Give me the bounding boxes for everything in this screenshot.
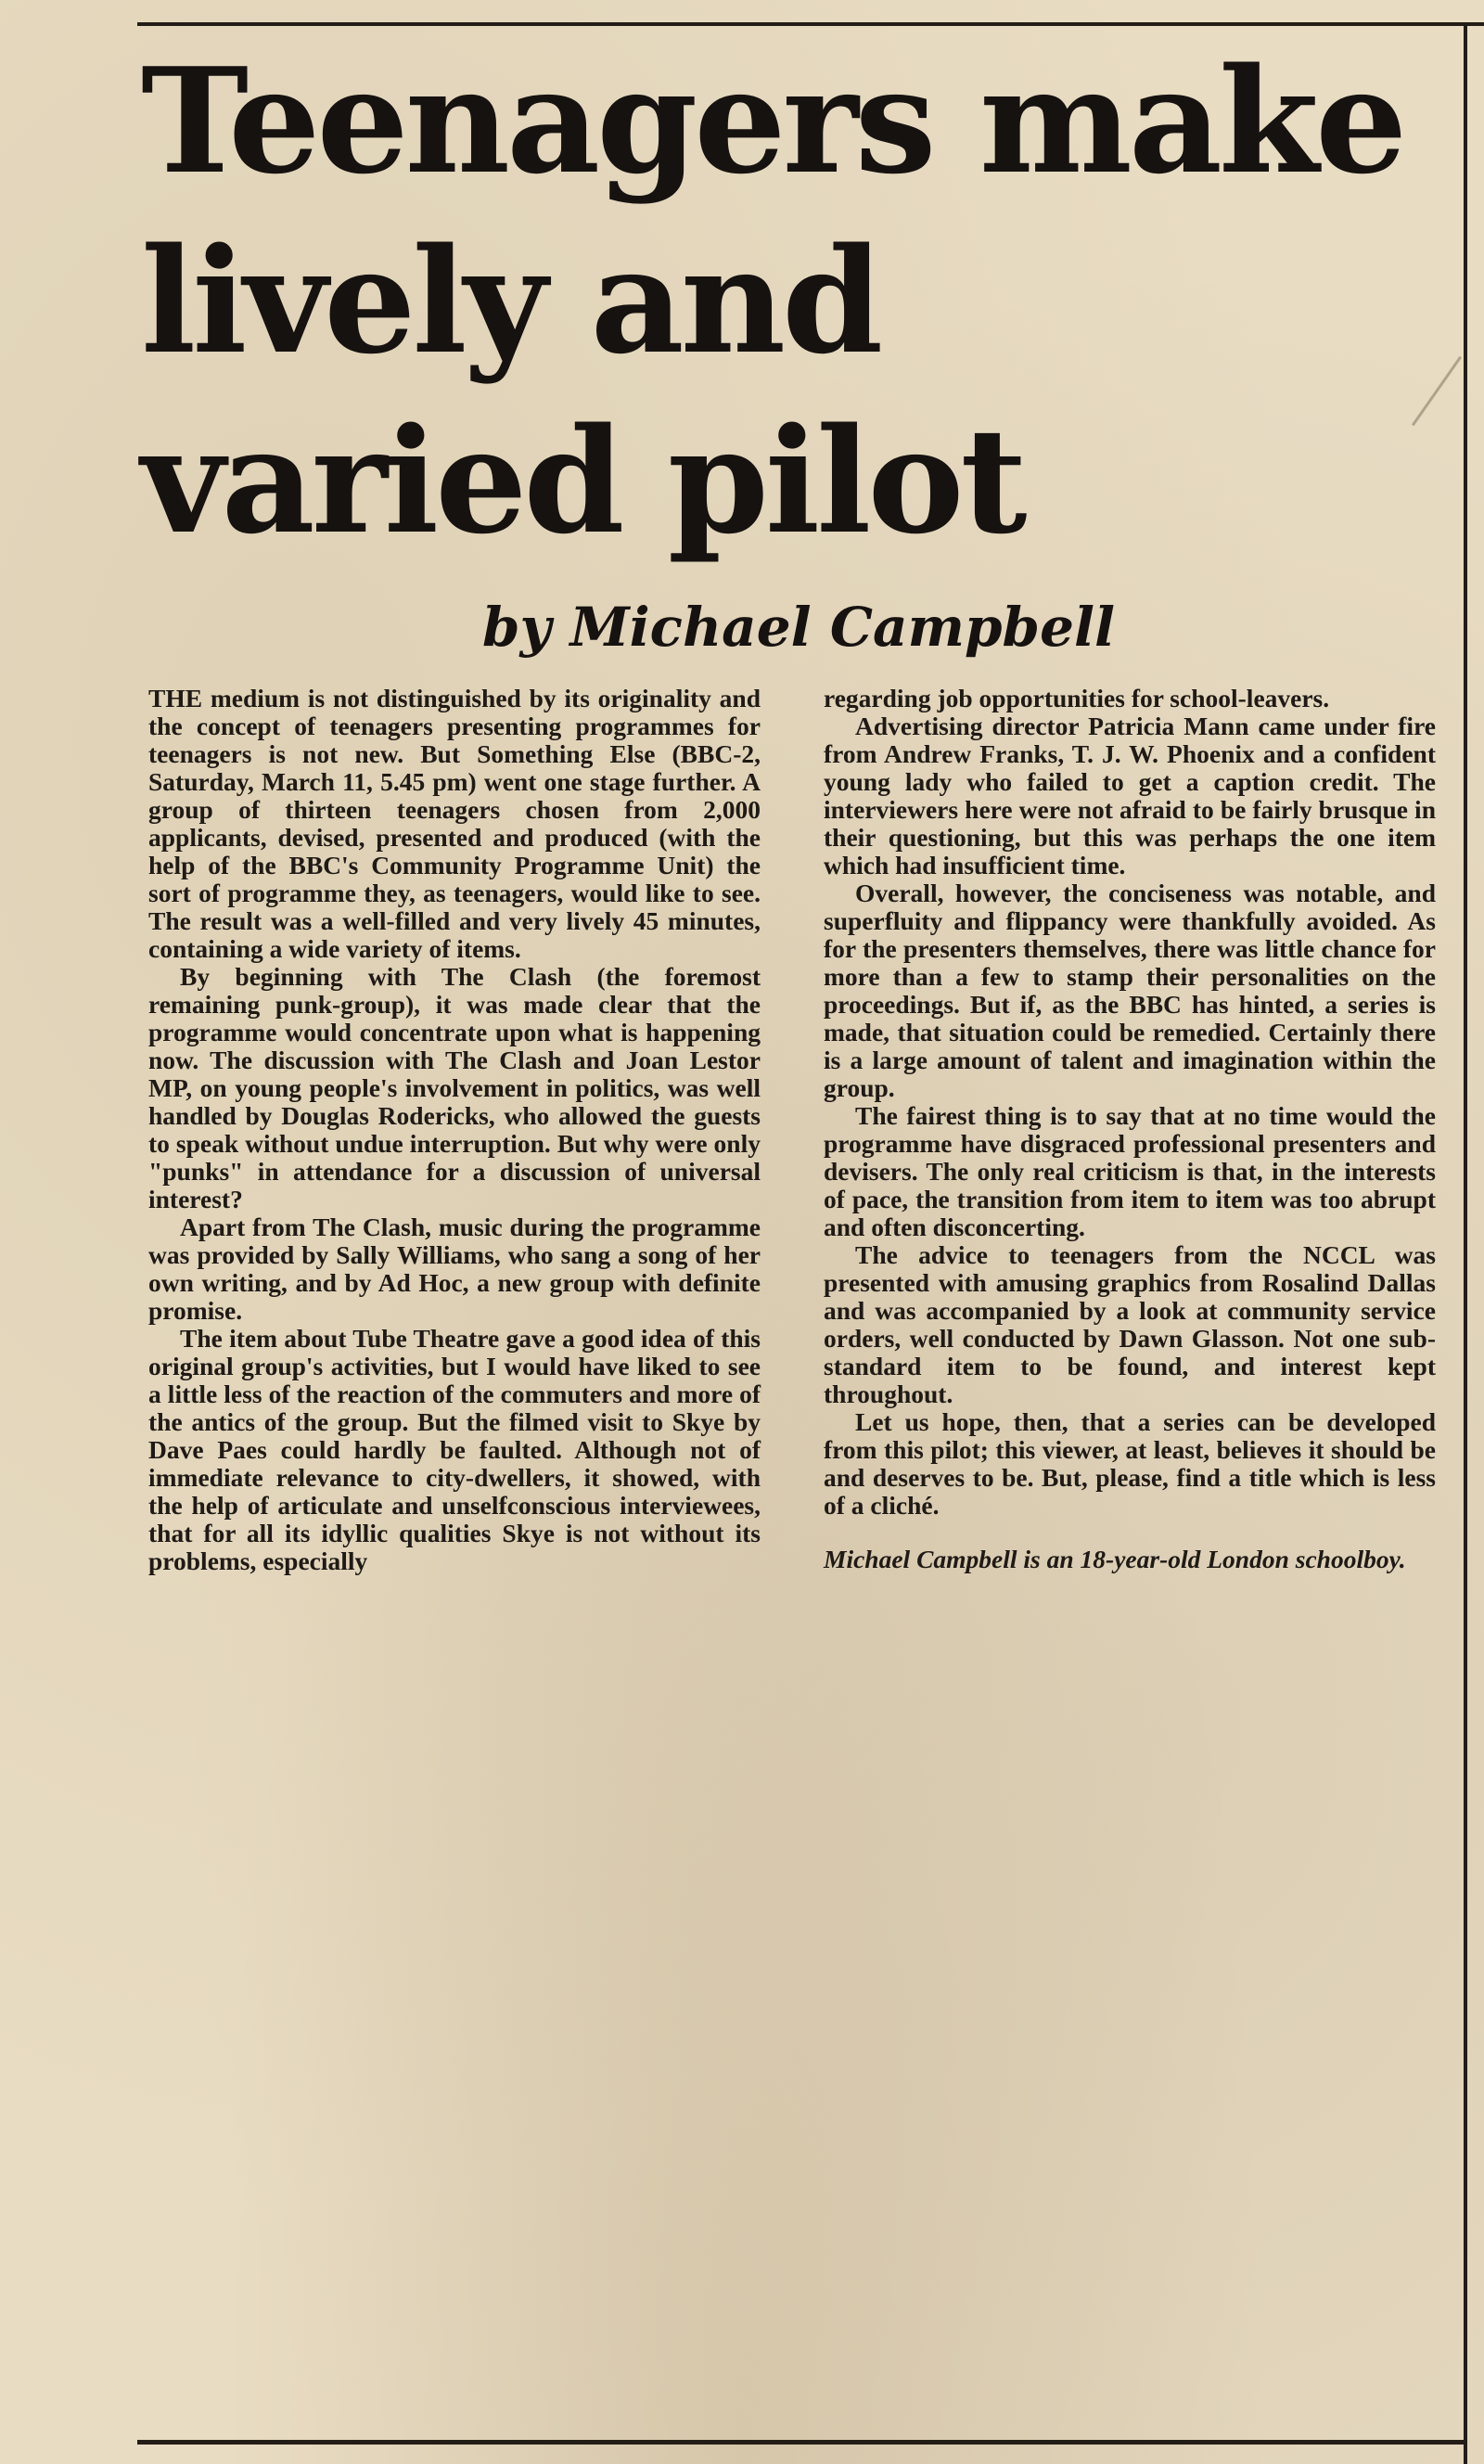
paragraph: Advertising director Patricia Mann came under fire from Andrew Franks, T. J. W. Phoenix and a confident young lady who failed to get a caption credit. The interviewers here were not afraid to be fairly brusque in their questioning, but this was perhaps the one item which had insufficient time. [824, 712, 1436, 879]
paragraph: Overall, however, the conciseness was notable, and superfluity and flippancy were thankfully avoided. As for the presenters themselves, there was little chance for more than a few to stamp their personalities on the proceedings. But if, as the BBC has hinted, a series is made, that situation could be remedied. Certainly there is a large amount of talent and imagination within the group. [824, 879, 1436, 1102]
paragraph: THE medium is not distinguished by its originality and the concept of teenagers presenting programmes for teenagers is not new. But Something Else (BBC-2, Saturday, March 11, 5.45 pm) went one stage further. A group of thirteen teenagers chosen from 2,000 applicants, devised, presented and produced (with the help of the BBC's Community Programme Unit) the sort of programme they, as teenagers, would like to see. The result was a well-filled and very lively 45 minutes, containing a wide variety of items. [148, 684, 761, 963]
paragraph: regarding job opportunities for school-leavers. [824, 684, 1330, 712]
paragraph: Apart from The Clash, music during the programme was provided by Sally Williams, who sang a song of her own writing, and by Ad Hoc, a new group with definite promise. [148, 1213, 761, 1325]
paragraph: By beginning with The Clash (the foremost remaining punk-group), it was made clear that the programme would concentrate upon what is happening now. The discussion with The Clash and Joan Lestor MP, on young people's involvement in politics, was well handled by Douglas Rodericks, who allowed the guests to speak without undue interruption. But why were only "punks" in attendance for a discussion of universal interest? [148, 962, 761, 1213]
article-column-right [824, 685, 1436, 2429]
article-byline: by Michael Campbell [482, 596, 1116, 659]
right-rule [1464, 22, 1467, 2464]
paragraph: The fairest thing is to say that at no time would the programme have disgraced professional presenters and devisers. The only real criticism is that, in the interests of pace, the transition from item to item was too abrupt and often disconcerting. [824, 1101, 1436, 1241]
top-rule [137, 22, 1484, 26]
bottom-rule [137, 2440, 1465, 2445]
headline-line-1: Teenagers make [141, 36, 1404, 206]
paragraph: The advice to teenagers from the NCCL was presented with amusing graphics from Rosalind Dallas and was accompanied by a look at community service orders, well conducted by Dawn Glasson. Not one sub-standard item to be found, and interest kept throughout. [824, 1240, 1436, 1408]
article-headline [141, 32, 1439, 571]
headline-line-3: varied pilot [141, 396, 1024, 566]
paragraph: Let us hope, then, that a series can be developed from this pilot; this viewer, at least, believes it should be and deserves to be. But, please, find a title which is less of a cliché. [824, 1407, 1436, 1520]
headline-line-2: lively and [141, 216, 880, 386]
paragraph: The item about Tube Theatre gave a good idea of this original group's activities, but I would have liked to see a little less of the reaction of the commuters and more of the antics of the group. But the filmed visit to Skye by Dave Paes could hardly be faulted. Although not of immediate relevance to city-dwellers, it showed, with the help of articulate and unselfconscious interviewees, that for all its idyllic qualities Skye is not without its problems, especially [148, 1324, 761, 1575]
article-column-left [148, 685, 761, 2429]
author-note: Michael Campbell is an 18-year-old London schoolboy. [824, 1545, 1406, 1573]
